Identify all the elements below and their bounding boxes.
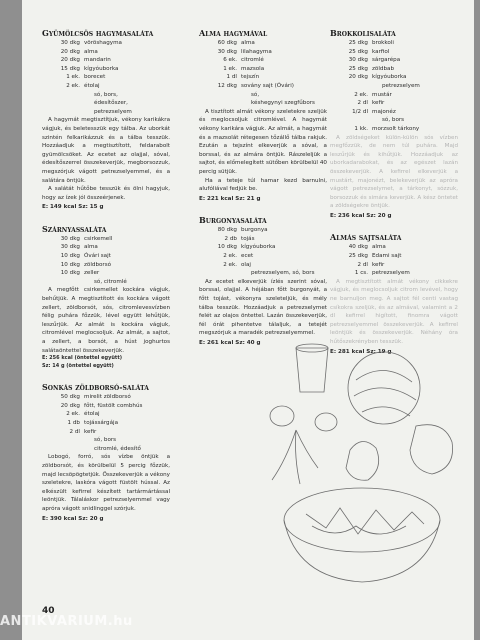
ingredient-row [199,73,327,82]
ingredient-name: mirelit zöldborsó [84,394,131,401]
ingredient-name: kefir [372,100,385,107]
recipe-title: Almás sajtsaláta [330,232,402,243]
ingredient-name: borecet [84,74,106,81]
ingredient-name: étolaj [84,82,100,89]
ingredient-name: petrezselyem [94,108,132,115]
method-paragraph: Az ecetet elkeverjük ízlés szerint sóval, borssal, olajjal. A héjában főtt burgonyát, a főtt tojást, vékonyra szeleteljük, és mély tálba tesszük. Hozzáadjuk a petrezselymet felét az olajos öntettel. Lazán összekeverjük, fél órát pihentetve tálaljuk, a tetejét megszórjuk a maradék petrezselyemmel. [199,278,327,337]
recipe-fruit-onion-salad [42,28,170,212]
ingredient-name: mustár [372,91,392,98]
ingredient-name: alma [84,48,98,55]
method-paragraph: A megfőtt csirkemellet kockára vágjuk, behűtjük. A megtisztított és kockára vágott zellert, zöldborsót, sós, citromlevesvízben félig puhára főzzük, lével együtt lehűtjük, leszűrjük. Az almát is kockára vágjuk, citromlével meglocsoljuk. Az almát, a sajtot, a zellert, a borsót, a húst joghurtos salátaöntettel összekeverjük. [42,287,170,354]
ingredient-name: kígyóuborka [84,65,119,72]
ingredient-row [199,252,327,261]
method-text [42,453,170,513]
ingredient-name: kefir [84,428,97,435]
egg-icon [270,406,337,431]
nutrition-info: E: 390 kcal Sz: 20 g [42,515,104,522]
recipe-broccoli-salad [330,28,458,220]
ingredient-quantity: 30 dkg [60,40,80,46]
ingredient-list [199,39,327,108]
ingredient-list [42,393,170,453]
ingredient-row [42,393,170,402]
ingredient-quantity: 6 ek. [223,57,237,64]
ingredient-quantity [42,108,84,117]
ingredient-quantity: 25 dkg [348,48,368,55]
ingredient-quantity: 20 dkg [60,57,80,64]
ingredient-quantity: 1 kk. [354,125,368,132]
ingredient-list [42,235,170,287]
ingredient-name: petrezselyem [382,82,420,89]
ingredient-quantity: 2 ek. [223,253,237,260]
ingredient-row [42,419,170,428]
ingredient-row [42,73,170,82]
ingredient-quantity: 2 db [224,235,237,242]
ingredient-row [199,261,327,270]
column-left [42,28,170,535]
ingredient-quantity [199,99,241,108]
ingredient-name: kefir [372,261,385,268]
ingredient-row [330,125,458,134]
ingredient-quantity: 10 dkg [217,244,237,251]
ingredient-quantity: 2 ek. [354,91,368,98]
ingredient-quantity: 40 dkg [348,244,368,251]
ingredient-row [330,252,458,261]
ingredient-row [42,428,170,437]
ingredient-quantity: 1 db [67,419,80,426]
ingredient-name: alma [84,244,98,251]
ingredient-quantity: 20 dkg [60,48,80,55]
method-paragraph: A megtisztított almát vékony cikkekre vágjuk, és meglocsoljuk citrom levével, hogy ne barnuljon meg. A sajtot fél centi vastag csíkokra szeljük, és az almával, valamint a 2 dl kefirrel higított, finomra vágott petrezselyemmel összekeverjük. A kefirrel leöntjük és összekeverjük. Néhány óra hűtőszekrényben tesszük. [330,278,458,345]
ingredient-name: brokkoli [372,40,394,46]
ingredient-row [42,65,170,74]
ingredient-quantity [42,99,84,108]
ingredient-quantity: 1 ek. [223,65,237,72]
ingredient-row [199,39,327,48]
ingredient-row [199,82,327,91]
ingredient-row [199,56,327,65]
ingredient-row [330,269,458,278]
ingredient-list [330,39,458,134]
ingredient-row [330,108,458,117]
ingredient-quantity [42,278,84,287]
ingredient-row [42,91,170,100]
recipe-title: Alma hagymával [199,28,268,38]
ingredient-quantity: 1/2 dl [352,108,368,115]
ingredient-quantity: 1 ek. [66,74,80,81]
ingredient-row [42,56,170,65]
vegetable-illustration [266,330,466,600]
ingredient-quantity: 30 dkg [217,48,237,55]
ingredient-quantity [199,269,241,278]
nutrition-info: E: 149 kcal Sz: 15 g [42,204,104,211]
ingredient-row [199,269,327,278]
ingredient-name: étolaj [84,411,100,418]
recipe-ham-pea-salad [42,382,170,523]
ingredient-name: tejszín [241,74,260,81]
ingredient-name: citromlé, édesítő [94,445,141,452]
recipe-apple-with-onion [199,28,327,203]
ingredient-name: zöldborsó [84,261,112,268]
ingredient-row [330,56,458,65]
ingredient-name: mandarin [84,57,111,64]
nutrition-info: E: 236 kcal Sz: 20 g [330,212,392,219]
ingredient-row [42,261,170,270]
ingredient-row [330,116,458,125]
ingredient-row [42,402,170,411]
yogurt-cup-icon [296,344,328,392]
ingredient-name: késhegynyi szegfűbors [251,100,315,107]
ingredient-quantity: 10 dkg [60,261,80,268]
recipe-title: Szárnyassaláta [42,223,107,234]
ingredient-row [330,82,458,91]
ingredient-row [42,410,170,419]
ingredient-row [330,39,458,48]
ingredient-row [330,48,458,57]
nutrition-carbs: Sz: 14 g (öntettel együtt) [42,362,114,369]
ingredient-list [330,243,458,277]
ingredient-name: alma [241,40,255,46]
ingredient-row [42,243,170,252]
herb-icon [272,430,318,484]
ingredient-row [330,73,458,82]
ingredient-quantity: 30 dkg [60,244,80,251]
ingredient-name: majonéz [372,108,396,115]
ingredient-quantity [42,445,84,454]
ingredient-quantity: 25 dkg [348,253,368,260]
ingredient-name: Óvári sajt [84,253,111,260]
ingredient-name: lilahagyma [241,48,272,55]
ingredient-quantity [199,91,241,100]
recipe-potato-salad [199,215,327,347]
ingredient-name: sovány sajt (Óvári) [241,82,294,89]
ingredient-row [330,65,458,74]
ingredient-name: petrezselyem, só, bors [251,270,315,277]
ingredient-row [42,39,170,48]
ingredient-quantity: 1 cs. [354,270,368,277]
ingredient-quantity: 1 dl [226,74,237,81]
ingredient-name: petrezselyem [372,270,410,277]
ingredient-name: tojássárgája [84,419,119,426]
ingredient-row [199,235,327,244]
ingredient-list [199,226,327,278]
ingredient-name: vöröshagyma [84,40,122,46]
ingredient-name: citromlé [241,57,264,64]
ingredient-row [330,99,458,108]
ingredient-row [199,226,327,235]
recipe-title: Brokkolisaláta [330,28,396,38]
method-text [199,108,327,194]
salad-bowl-icon [284,488,440,582]
ingredient-quantity: 2 ek. [66,411,80,418]
ingredient-name: kígyóuborka [372,74,407,81]
method-paragraph: A tisztított almát vékony szeletekre szeljük és meglocsoljuk citromlével. A hagymát vékony karikára vágjuk. Az almát, a hagymát és a mazsolát rétegesen tőzállő tálba rakjuk. Ezután a tejszínt elkeverjük a sóval, a borssal, és az almára öntjük. Rászeleljük a sajtot, és előmelegített sütőben körülbelül 40 percig sütjük. [199,108,327,175]
ingredient-quantity: 50 dkg [60,394,80,401]
ingredient-row [330,261,458,270]
ingredient-row [42,108,170,117]
method-paragraph: A zöldségeket külön-külön sós vízben megfőzzük, de nem túl puhára. Majd leszűrjük és kihűtjük. Hozzáadjuk az uborkadarabokat, és az egészet lazán összekeverjük. A kefirrel elkeverjük a mustárt, majonézt, belekeverjük az apróra vágott petrezselymet, a tárkonyt, sózzuk, borsozzuk és simára keverjük. A kész öntetet a zöldségekre öntjük. [330,134,458,210]
ingredient-name: zeller [84,270,100,277]
nutrition-energy: E: 256 kcal (öntettel együtt) [42,355,122,362]
nutrition-info: E: 261 kcal Sz: 40 g [199,340,261,346]
ingredient-row [199,99,327,108]
method-paragraph: Lobogó, forró, sós vízbe öntjük a zöldborsót, és körülbelül 5 percig főzzük, majd lecsöpögtetjük. Összekeverjük a vékony szeletekre, laskóra vágott füstölt hússal. Az elkészült kefirrel készített tartármártással leöntjük. Tálaláskor petrezselyemmel vagy apróra vágott snidlinggel szórjuk. [42,454,170,512]
ingredient-quantity: 60 dkg [217,40,237,46]
ingredient-quantity: 20 dkg [348,74,368,81]
ingredient-name: édesítőszer, [94,100,128,107]
column-middle [199,28,327,360]
ingredient-quantity: 15 dkg [60,65,80,72]
ingredient-row [42,48,170,57]
ingredient-quantity: 12 dkg [217,82,237,89]
recipe-title: Sonkás zöldborsó-saláta [42,382,149,393]
recipe-title: Gyümölcsös hagymasaláta [42,28,154,38]
ingredient-row [42,445,170,454]
page-number: 40 [42,606,55,616]
ingredient-name: sárgarépa [372,57,401,64]
ingredient-name: főtt, füstölt combhús [84,402,143,409]
ingredient-row [42,82,170,91]
ingredient-quantity: 2 dl [69,428,80,435]
cookbook-page [22,0,474,640]
recipe-poultry-salad [42,224,170,370]
ingredient-name: zöldbab [372,65,394,72]
ingredient-quantity: 10 dkg [60,253,80,260]
ingredient-quantity [42,91,84,100]
ingredient-list [42,39,170,116]
ingredient-name: só, [251,91,260,98]
watermark-text: ANTIKVARIUM.hu [0,614,133,629]
pepper-icon [346,425,453,481]
ingredient-row [42,436,170,445]
ingredient-quantity: 80 dkg [217,227,237,234]
ingredient-quantity [42,436,84,445]
ingredient-name: alma [372,244,386,251]
method-text [42,116,170,202]
ingredient-name: csirkemell [84,235,113,242]
nutrition-info: E: 281 kcal Sz: 19 g [330,348,392,355]
ingredient-row [199,243,327,252]
column-right [330,28,458,368]
recipe-title: Burgonyasaláta [199,215,267,226]
method-text [330,134,458,211]
ingredient-name: morzsolt tárkony [372,125,420,132]
ingredient-name: só, bors, [94,91,118,98]
ingredient-row [199,65,327,74]
cabbage-icon [348,352,420,424]
nutrition-info: E: 221 kcal Sz: 21 g [199,195,261,202]
method-paragraph: A hagymát megtisztítjuk, vékony karikákra vágjuk, és beletesszük egy tálba. Az uborkát szintén felkarikázzuk és a tálba tesszük. Hozzáadjuk a megtisztított, feldarabolt gyümölcsöket. Az ecetet az olajjal, sóval, édesítőszerrel összekeverjük, megborsozzuk, megszórjuk vágott petrezselyemmel, és a salátára öntjük. [42,117,170,184]
ingredient-row [42,252,170,261]
ingredient-name: kígyóuborka [241,244,276,251]
ingredient-quantity: 25 dkg [348,40,368,46]
ingredient-name: Edami sajt [372,253,402,260]
ingredient-row [42,278,170,287]
ingredient-name: mazsola [241,65,265,72]
ingredient-name: tojás [241,235,255,242]
ingredient-row [330,243,458,252]
ingredient-quantity: 30 dkg [348,57,368,64]
ingredient-quantity: 2 dl [357,261,368,268]
ingredient-quantity: 20 dkg [60,402,80,409]
ingredient-row [199,91,327,100]
ingredient-name: só, bors [382,117,405,124]
ingredient-quantity [330,82,372,91]
ingredient-quantity: 2 dl [357,100,368,107]
ingredient-quantity: 25 dkg [348,65,368,72]
ingredient-name: só, citromlé [94,278,127,285]
ingredient-name: burgonya [241,227,268,234]
ingredient-name: karfiol [372,48,390,55]
method-paragraph: A salátát hűtőbe tesszük és ölni hagyjuk, hogy az ízek jól összeérjenek. [42,186,170,201]
ingredient-row [199,48,327,57]
ingredient-name: ecet [241,253,254,260]
ingredient-row [42,269,170,278]
ingredient-row [330,91,458,100]
ingredient-name: só, bors [94,437,117,444]
ingredient-quantity: 30 dkg [60,235,80,242]
ingredient-quantity: 2 ek. [223,261,237,268]
ingredient-row [42,235,170,244]
ingredient-name: olaj [241,261,251,268]
method-paragraph: Ha a teteje túl hamar kezd barnulni, alufóliával fedjük be. [199,177,327,193]
method-text [199,278,327,338]
ingredient-row [42,99,170,108]
method-text [42,286,170,355]
ingredient-quantity: 2 ek. [66,82,80,89]
ingredient-quantity [330,116,372,125]
ingredient-quantity: 10 dkg [60,270,80,277]
